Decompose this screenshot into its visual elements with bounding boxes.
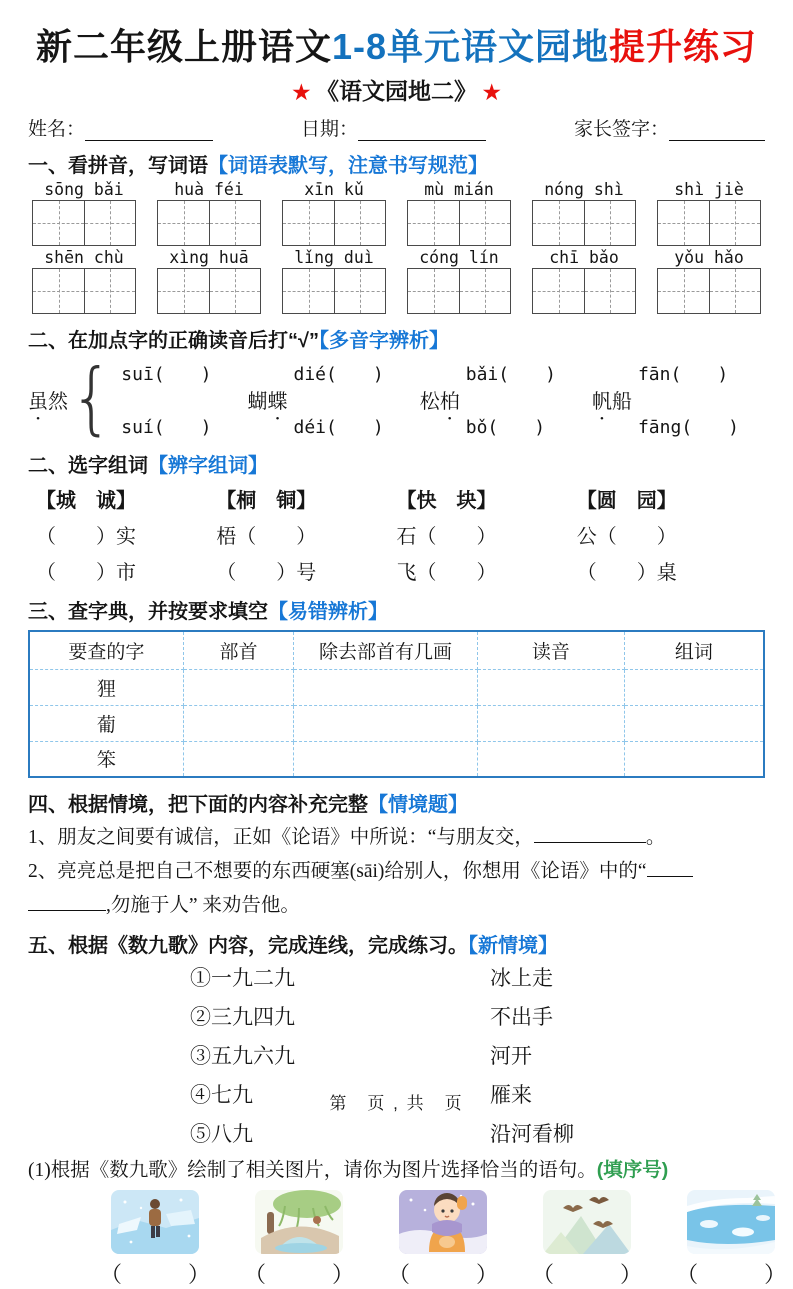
context-item-2-line1 [28, 858, 765, 885]
date-label: 日期： [300, 119, 358, 140]
table-header-cell: 组词 [624, 631, 764, 669]
ms-group [28, 353, 212, 445]
table-header-cell: 部首 [183, 631, 293, 669]
brace-glyph: { [70, 353, 114, 445]
writing-grid [657, 200, 761, 246]
table-header-row [29, 631, 764, 669]
sub-question-tag: (填序号) [596, 1159, 669, 1181]
page-subtitle [28, 73, 765, 106]
ms-options [638, 360, 739, 439]
match-right-item: 沿河看柳 [490, 1122, 574, 1146]
title-black: 新二年级上册语文 [35, 26, 332, 67]
figure-2-answer-blank: （ ） [244, 1262, 355, 1287]
match-left-item: ②三九四九 [190, 1005, 295, 1029]
pinyin-word-unit [282, 248, 386, 314]
table-row [29, 741, 764, 777]
table-cell [477, 741, 624, 777]
match-left-item: ⑤八九 [190, 1122, 253, 1146]
figure-1-answer-blank: （ ） [100, 1262, 211, 1287]
pinyin-text: yǒu hǎo [674, 248, 744, 267]
writing-grid-cell [709, 269, 760, 313]
pinyin-word-unit [32, 180, 136, 246]
ms-group [420, 357, 556, 441]
writing-grid-cell [84, 201, 135, 245]
writing-grid-cell [84, 269, 135, 313]
pinyin-word-unit [657, 180, 761, 246]
pinyin-text: mù mián [424, 180, 494, 199]
choose-blank-line: （ ）市 [36, 562, 136, 584]
table-cell [183, 705, 293, 741]
parent-signature-label: 家长签字： [573, 119, 669, 140]
writing-grid-cell [334, 269, 385, 313]
figure-5 [676, 1190, 786, 1289]
pinyin-text: shì jiè [674, 180, 744, 199]
figure-5-answer-blank: （ ） [676, 1262, 787, 1287]
table-cell: 笨 [29, 741, 183, 777]
section2-heading-text: 二、在加点字的正确读音后打“√” [28, 330, 319, 352]
pinyin-word-unit [157, 180, 261, 246]
choose-column [397, 484, 577, 585]
parent-signature-field [574, 114, 765, 141]
section5-heading [28, 788, 765, 817]
table-cell: 狸 [29, 669, 183, 705]
ms-option-top: fān( ) [637, 363, 729, 385]
table-cell [183, 669, 293, 705]
section5-heading-text: 四、根据情境，把下面的内容补充完整 [28, 794, 368, 816]
pinyin-word-unit [32, 248, 136, 314]
ms-option-top: bǎi( ) [465, 363, 556, 385]
ms-options [466, 360, 556, 439]
section6-tag: 【新情境】 [468, 935, 558, 957]
table-cell [294, 741, 478, 777]
table-cell [183, 741, 293, 777]
choose-blank-line: （ ）号 [216, 562, 317, 584]
writing-grid-cell [283, 269, 334, 313]
pinyin-word-unit [657, 248, 761, 314]
choose-blank-line: （ ）实 [36, 526, 136, 548]
pinyin-word-unit [282, 180, 386, 246]
writing-grid-cell [459, 269, 510, 313]
writing-grid [157, 200, 261, 246]
ms-option-bottom: bǒ( ) [465, 416, 546, 438]
writing-grid [657, 268, 761, 314]
table-header-cell: 除去部首有几画 [294, 631, 478, 669]
pinyin-text: xīn kǔ [304, 180, 364, 199]
writing-grid-cell [533, 269, 584, 313]
name-field [28, 114, 213, 141]
page-footer: 第 页 , 共 页 [329, 1094, 464, 1113]
ms-word-char: 松 [419, 390, 440, 413]
context-item-1-text: 1、朋友之间要有诚信，正如《论语》中所说：“与朋友交， [28, 827, 534, 848]
pinyin-text: cóng lín [419, 248, 499, 267]
writing-grid [157, 268, 261, 314]
table-header-cell: 要查的字 [29, 631, 183, 669]
context-item-1 [28, 824, 765, 851]
choose-blank-line: 梧（ ） [216, 526, 317, 548]
match-left-item: ③五九六九 [190, 1044, 295, 1068]
table-header-cell: 读音 [477, 631, 624, 669]
star-icon: ★ [482, 82, 501, 104]
writing-grid [532, 200, 636, 246]
context-item-2-blank2 [28, 892, 106, 911]
section3-heading-text: 二、选字组词 [28, 455, 148, 477]
matching-list [190, 962, 765, 1148]
table-cell [624, 669, 764, 705]
writing-grid [32, 268, 136, 314]
writing-grid-cell [209, 269, 260, 313]
pinyin-text: lǐng duì [294, 248, 374, 267]
ms-word-char: 蝶 [267, 390, 288, 413]
writing-grid-cell [334, 201, 385, 245]
pinyin-text: huà féi [174, 180, 244, 199]
writing-grid-cell [533, 201, 584, 245]
choose-pair: 【圆 园】 [576, 490, 677, 512]
section1-tag: 【词语表默写，注意书写规范】 [208, 155, 488, 177]
ms-group [248, 357, 384, 441]
sub-question-text: (1)根据《数九歌》绘制了相关图片，请你为图片选择恰当的语句。 [28, 1160, 597, 1181]
section3-heading [28, 449, 765, 478]
context-item-2-line2 [28, 892, 765, 919]
pinyin-word-unit [532, 248, 636, 314]
context-item-1-end: 。 [645, 827, 666, 848]
writing-grid [407, 268, 511, 314]
figure-4-answer-blank: （ ） [532, 1262, 643, 1287]
star-icon: ★ [292, 82, 311, 104]
writing-grid-cell [408, 201, 459, 245]
title-blue: 1-8单元语文园地 [331, 26, 610, 67]
writing-grid-cell [584, 201, 635, 245]
section4-heading-text: 三、查字典，并按要求填空 [28, 601, 268, 623]
section2-tag: 【多音字辨析】 [318, 330, 449, 352]
ms-option-top: suī( ) [121, 363, 212, 385]
ms-option-bottom: suí( ) [121, 416, 212, 438]
choose-pair: 【快 块】 [396, 490, 497, 512]
choose-blank-line: 石（ ） [396, 526, 497, 548]
geese-flying-scene [543, 1190, 631, 1254]
match-left-item: ④七九 [190, 1083, 253, 1107]
context-item-2-blank1 [647, 858, 693, 877]
section1-heading-text: 一、看拼音，写词语 [28, 155, 208, 177]
context-item-2-end: ,勿施于人” 来劝告他。 [106, 895, 300, 916]
header-fields [28, 114, 765, 141]
figure-4 [532, 1190, 642, 1289]
writing-grid-cell [459, 201, 510, 245]
section2-heading [28, 324, 765, 353]
pinyin-row-2 [28, 248, 765, 314]
choose-column [577, 484, 757, 585]
pinyin-word-unit [532, 180, 636, 246]
page-title [28, 24, 765, 70]
choose-blank-line: 公（ ） [576, 526, 677, 548]
writing-grid-cell [709, 201, 760, 245]
match-right-item: 冰上走 [490, 966, 553, 990]
ms-word-char: 船 [611, 390, 632, 413]
match-right-item: 河开 [490, 1044, 532, 1068]
writing-grid-cell [158, 269, 209, 313]
ms-word [592, 385, 632, 414]
dictionary-table [28, 630, 765, 778]
sub-question [28, 1154, 765, 1182]
choose-blank-line: （ ）桌 [576, 562, 677, 584]
willow-bridge-scene [255, 1190, 343, 1254]
choose-column [216, 484, 396, 585]
river-thaw-scene [687, 1190, 775, 1254]
figure-3 [388, 1190, 498, 1289]
section4-heading [28, 595, 765, 624]
ms-word [420, 385, 460, 414]
table-cell [294, 705, 478, 741]
pinyin-word-unit [407, 180, 511, 246]
pinyin-text: sōng bǎi [44, 180, 124, 199]
ms-option-bottom: fāng( ) [637, 416, 739, 438]
ms-word-char: 蝴 [247, 390, 268, 413]
pinyin-text: chī bǎo [549, 248, 619, 267]
title-red: 提升练习 [609, 26, 758, 67]
pinyin-word-unit [157, 248, 261, 314]
section3-tag: 【辨字组词】 [148, 455, 268, 477]
table-cell [294, 669, 478, 705]
writing-grid [32, 200, 136, 246]
figure-3-answer-blank: （ ） [388, 1262, 499, 1287]
section5-tag: 【情境题】 [368, 794, 468, 816]
table-cell: 葡 [29, 705, 183, 741]
ms-options [294, 360, 384, 439]
writing-grid-cell [283, 201, 334, 245]
writing-grid-cell [584, 269, 635, 313]
writing-grid-cell [658, 201, 709, 245]
ms-word-char: 虽 [28, 390, 48, 413]
table-cell [477, 705, 624, 741]
date-field [301, 114, 486, 141]
child-hands-tucked-scene [399, 1190, 487, 1254]
section4-tag: 【易错辨析】 [268, 601, 388, 623]
table-row [29, 669, 764, 705]
pinyin-word-unit [407, 248, 511, 314]
figure-2 [244, 1190, 354, 1289]
ms-word [28, 385, 68, 414]
pinyin-row-1 [28, 180, 765, 246]
match-right-item: 雁来 [490, 1083, 532, 1107]
date-blank [358, 121, 486, 141]
section6-heading-text: 五、根据《数九歌》内容，完成连线，完成练习。 [28, 935, 468, 957]
writing-grid-cell [33, 269, 84, 313]
ms-option-top: dié( ) [293, 363, 384, 385]
pinyin-text: xìng huā [169, 248, 249, 267]
multi-pronunciation-block [28, 353, 765, 445]
section1-heading [28, 149, 765, 178]
name-label: 姓名： [28, 119, 86, 140]
choose-word-grid [28, 484, 765, 585]
ms-word-char: 帆 [591, 390, 612, 413]
writing-grid [532, 268, 636, 314]
writing-grid-cell [408, 269, 459, 313]
choose-column [36, 484, 216, 585]
table-cell [624, 741, 764, 777]
choose-pair: 【桐 铜】 [216, 490, 317, 512]
writing-grid-cell [158, 201, 209, 245]
pinyin-text: nóng shì [544, 180, 624, 199]
ice-walking-scene [111, 1190, 199, 1254]
context-item-1-blank [534, 824, 646, 843]
choose-blank-line: 飞（ ） [396, 562, 497, 584]
parent-signature-blank [669, 121, 765, 141]
figure-1 [100, 1190, 210, 1289]
ms-option-bottom: déi( ) [293, 416, 384, 438]
table-row [29, 705, 764, 741]
section6-heading [28, 929, 765, 958]
writing-grid-cell [658, 269, 709, 313]
name-blank [85, 121, 213, 141]
ms-group [592, 357, 739, 441]
ms-options [121, 360, 211, 439]
match-right-item: 不出手 [490, 1005, 553, 1029]
ms-word [248, 385, 288, 414]
context-item-2-text: 2、亮亮总是把自己不想要的东西硬塞(sāi)给别人，你想用《论语》中的“ [28, 861, 647, 882]
writing-grid [282, 268, 386, 314]
choose-pair: 【城 诚】 [36, 490, 136, 512]
table-cell [477, 669, 624, 705]
writing-grid-cell [33, 201, 84, 245]
pinyin-text: shēn chù [44, 248, 124, 267]
writing-grid-cell [209, 201, 260, 245]
ms-word-char: 然 [48, 390, 68, 413]
ms-word-char: 柏 [439, 390, 460, 413]
writing-grid [407, 200, 511, 246]
writing-grid [282, 200, 386, 246]
match-left-item: ①一九二九 [190, 966, 295, 990]
subtitle-text: 《语文园地二》 [316, 79, 477, 104]
picture-row [100, 1190, 787, 1289]
table-cell [624, 705, 764, 741]
